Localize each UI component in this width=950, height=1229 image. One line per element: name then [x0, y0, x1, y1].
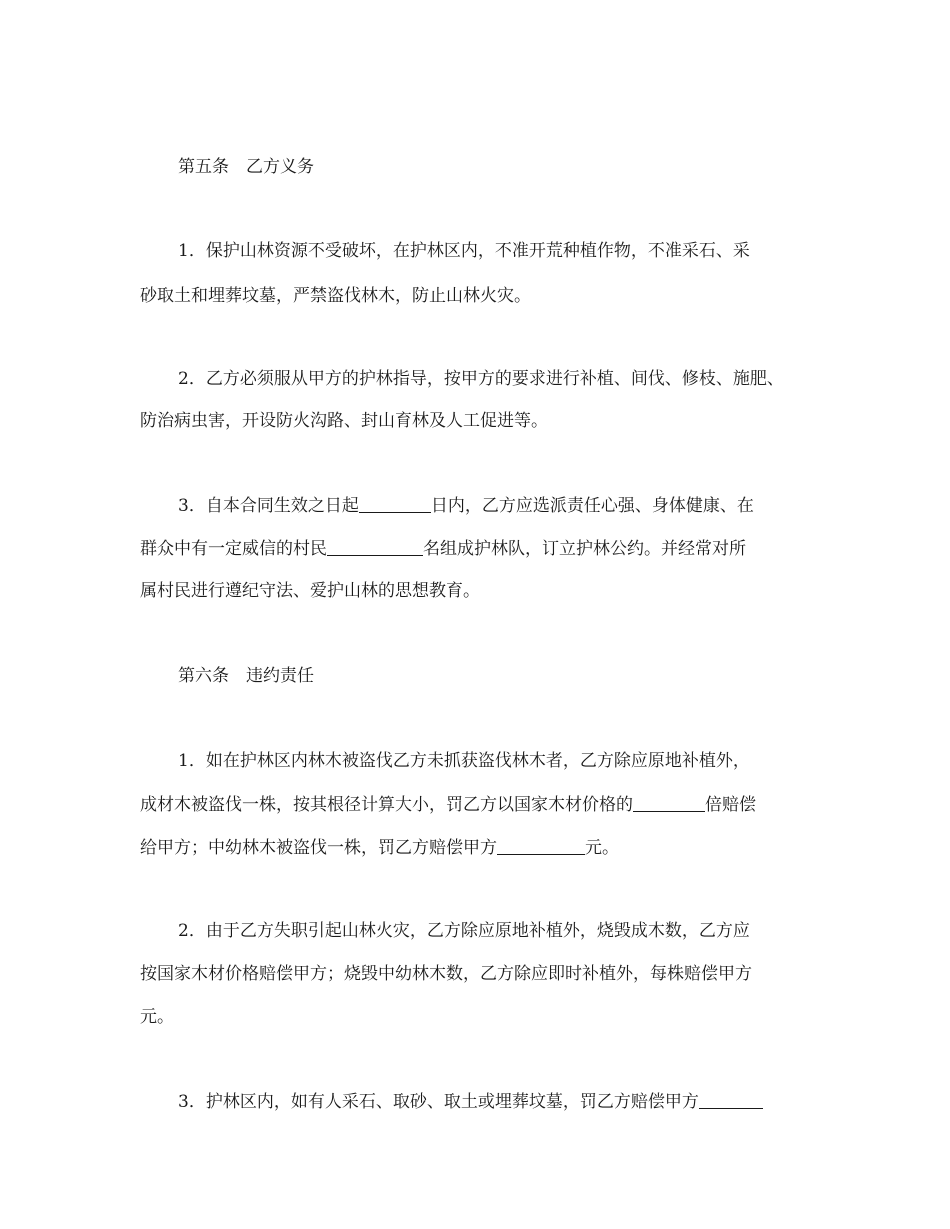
clause-6-1-line-1: 1．如在护林区内林木被盗伐乙方未抓获盗伐林木者，乙方除应原地补植外， — [178, 751, 750, 771]
fill-in-days-blank[interactable] — [359, 511, 431, 513]
clause-5-2-line-2: 防治病虫害，开设防火沟路、封山育林及人工促进等。 — [140, 411, 548, 431]
clause-5-2-line-1: 2．乙方必须服从甲方的护林指导，按甲方的要求进行补植、间伐、修枝、施肥、 — [178, 369, 784, 389]
fill-in-amount-blank[interactable] — [497, 853, 585, 855]
clause-5-3-text-c: 群众中有一定威信的村民 — [140, 539, 327, 559]
section-heading-liability: 第六条 违约责任 — [178, 666, 314, 686]
clause-6-1-text-d: 元。 — [585, 838, 619, 858]
clause-6-3-line-1 — [178, 1091, 763, 1113]
clause-6-1-line-3 — [140, 837, 619, 859]
clause-6-2-line-2: 按国家木材价格赔偿甲方；烧毁中幼林木数，乙方除应即时补植外，每株赔偿甲方 — [140, 964, 752, 984]
section-heading-obligations: 第五条 乙方义务 — [178, 157, 314, 177]
clause-6-3-text-a: 3．护林区内，如有人采石、取砂、取土或埋葬坟墓，罚乙方赔偿甲方 — [178, 1092, 699, 1112]
fill-in-compensation-blank[interactable] — [699, 1107, 763, 1109]
clause-5-3-line-1 — [178, 495, 754, 517]
clause-5-1-line-2: 砂取土和埋葬坟墓，严禁盗伐林木，防止山林火灾。 — [140, 286, 531, 306]
clause-6-1-text-b: 倍赔偿 — [705, 795, 756, 815]
clause-6-2-line-3: 元。 — [140, 1007, 174, 1027]
clause-6-1-text-c: 给甲方；中幼林木被盗伐一株，罚乙方赔偿甲方 — [140, 838, 497, 858]
fill-in-villagers-blank[interactable] — [327, 554, 423, 556]
clause-6-1-line-2 — [140, 794, 756, 816]
fill-in-multiplier-blank[interactable] — [633, 810, 705, 812]
clause-5-3-text-b: 日内，乙方应选派责任心强、身体健康、在 — [430, 496, 754, 516]
clause-6-2-line-1: 2．由于乙方失职引起山林火灾，乙方除应原地补植外，烧毁成木数，乙方应 — [178, 921, 750, 941]
clause-5-3-line-2 — [140, 538, 746, 560]
clause-5-3-text-a: 3．自本合同生效之日起 — [178, 496, 359, 516]
clause-6-1-text-a: 成材木被盗伐一株，按其根径计算大小，罚乙方以国家木材价格的 — [140, 795, 633, 815]
clause-5-1-line-1: 1．保护山林资源不受破坏，在护林区内，不准开荒种植作物，不准采石、采 — [178, 241, 750, 261]
clause-5-3-line-3: 属村民进行遵纪守法、爱护山林的思想教育。 — [140, 581, 480, 601]
clause-5-3-text-d: 名组成护林队，订立护林公约。并经常对所 — [423, 539, 746, 559]
